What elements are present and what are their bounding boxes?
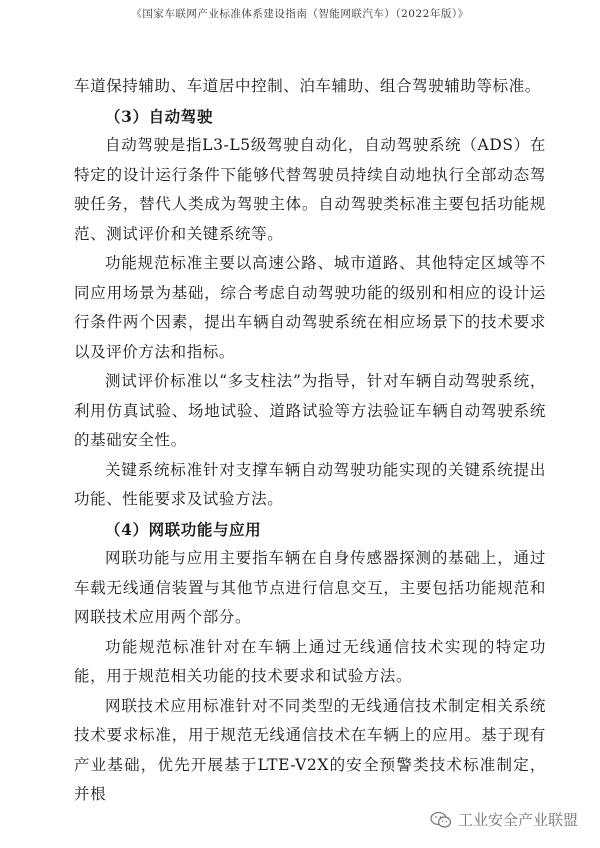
running-header: 《国家车联网产业标准体系建设指南（智能网联汽车）（2022年版）》 [131, 8, 469, 20]
paragraph-test-evaluation: 测试评价标准以“多支柱法”为指导，针对车辆自动驾驶系统，利用仿真试验、场地试验、道路试验等方法验证车辆自动驾驶系统的基础安全性。 [74, 372, 546, 449]
document-body [74, 72, 546, 810]
paragraph-functional-spec: 功能规范标准主要以高速公路、城市道路、其他特定区域等不同应用场景为基础，综合考虑自动驾驶功能的级别和相应的设计运行条件两个因素，提出车辆自动驾驶系统在相应场景下的技术要求以及评价方法和指标。 [74, 254, 546, 361]
paragraph-key-systems: 关键系统标准针对支撑车辆自动驾驶功能实现的关键系统提出功能、性能要求及试验方法。 [74, 460, 546, 508]
paragraph-continued: 车道保持辅助、车道居中控制、泊车辅助、组合驾驶辅助等标准。 [74, 77, 541, 95]
paragraph-connected-functional-spec: 功能规范标准针对在车辆上通过无线通信技术实现的特定功能，用于规范相关功能的技术要求和试验方法。 [74, 637, 546, 685]
paragraph-connected-definition: 网联功能与应用主要指车辆在自身传感器探测的基础上，通过车载无线通信装置与其他节点进行信息交互，主要包括功能规范和网联技术应用两个部分。 [74, 549, 546, 626]
section-heading-autonomous-driving: （3）自动驾驶 [105, 106, 213, 126]
paragraph-autonomous-definition: 自动驾驶是指L3-L5级驾驶自动化，自动驾驶系统（ADS）在特定的设计运行条件下能够代替驾驶员持续自动地执行全部动态驾驶任务，替代人类成为驾驶主体。自动驾驶类标准主要包括功能规范、测试评价和关键系统等。 [74, 136, 546, 243]
watermark-text: 工业安全产业联盟 [457, 811, 578, 829]
section-heading-connected-functions: （4）网联功能与应用 [105, 519, 262, 539]
paragraph-connected-tech-app: 网联技术应用标准针对不同类型的无线通信技术制定相关系统技术要求标准，用于规范无线通信技术在车辆上的应用。基于现有产业基础，优先开展基于LTE-V2X的安全预警类技术标准制定，并根 [74, 696, 546, 803]
wechat-icon [430, 811, 452, 829]
watermark [430, 809, 578, 830]
